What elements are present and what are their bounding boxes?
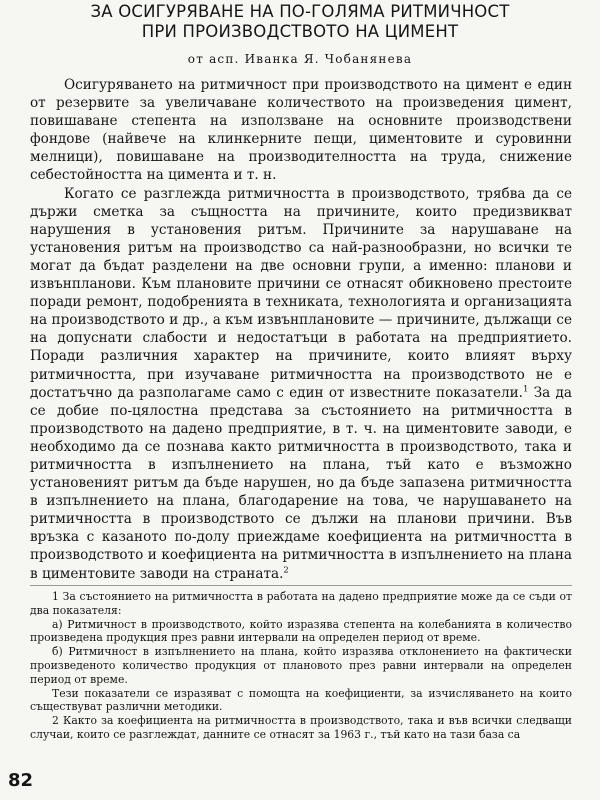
- footnote-ref-2: 2: [283, 565, 289, 575]
- title-line-1: ЗА ОСИГУРЯВАНЕ НА ПО-ГОЛЯМА РИТМИЧНОСТ: [90, 2, 510, 21]
- paragraph-2: [30, 185, 572, 583]
- article-body: [30, 76, 572, 583]
- footnote-1a: а) Ритмичност в производството, който изразява степента на колебанията в количество произведена продукция през равни интервали на определен период от време.: [30, 617, 572, 645]
- paragraph-2-part-1: Когато се разглежда ритмичността в производството, трябва да се държи сметка за същността на причините, които предизвикват нарушения в установения ритъм. Причините за нарушаване на установения ритъм на производство са най-разнообразни, но всички те могат да бъдат разделени на две основни групи, а именно: планови и извънпланови. Към плановите причини се отнасят обикновено престоите поради ремонт, подобренията в техниката, технологията и организацията на производството и др., а към извънплановите — причините, дължащи се на допуснати слабости и недостатъци в работата на предприятието. Поради различния характер на причините, които влияят върху ритмичността, при изучаване ритмичността на производството не е достатъчно да разполагаме само с един от известните показатели.: [30, 185, 572, 401]
- footnote-2: 2 Както за коефициента на ритмичността в производството, така и във всички следващи случаи, които се разглеждат, данните се отнасят за 1963 г., тъй като на тази база са: [30, 714, 572, 741]
- footnotes: [30, 590, 572, 742]
- page-number: 82: [8, 770, 34, 791]
- paragraph-1: Осигуряването на ритмичност при производството на цимент е един от резервите за увеличаване количеството на произведения цимент, повишаване степента на използване на основните производствени фондове (найвече на клинкерните пещи, циментовите и суровинни мелници), повишаване на производителността на труда, снижение себестойността на цимента и т. н.: [30, 77, 572, 184]
- footnote-1: 1 За състоянието на ритмичността в работата на дадено предприятие може да се съди от два показателя:: [30, 590, 572, 617]
- footnote-divider: [30, 585, 572, 586]
- article-title: [20, 2, 580, 42]
- title-line-2: ПРИ ПРОИЗВОДСТВОТО НА ЦИМЕНТ: [141, 22, 459, 41]
- paragraph-2-part-2: За да се добие по-цялостна представа за състоянието на ритмичността в производството на дадено предприятие, в т. ч. на циментовите заводи, е необходимо да се познава както ритмичността в производството, така и ритмичността в изпълнението на плана, тъй като е възможно установеният ритъм да бъде нарушен, но да бъде запазена ритмичността в изпълнението на плана, благодарение на това, че нарушаването на ритмичността в производството се дължи на планови причини. Във връзка с казаното по-долу приеждаме коефициента на ритмичността в производството и коефициента на ритмичността в изпълнението на плана в циментовите заводи на страната.: [30, 384, 572, 582]
- author-line: от асп. Иванка Я. Чобанянева: [187, 52, 413, 66]
- footnote-1b: б) Ритмичност в изпълнението на плана, който изразява отклонението на фактически произведеното количество продукция от плановото през равни интервали на определен период от време.: [30, 645, 572, 686]
- footnote-ref-1: 1: [523, 384, 529, 395]
- footnote-1c: Тези показатели се изразяват с помощта на коефициенти, за изчисляването на които съществуват различни методики.: [30, 686, 572, 714]
